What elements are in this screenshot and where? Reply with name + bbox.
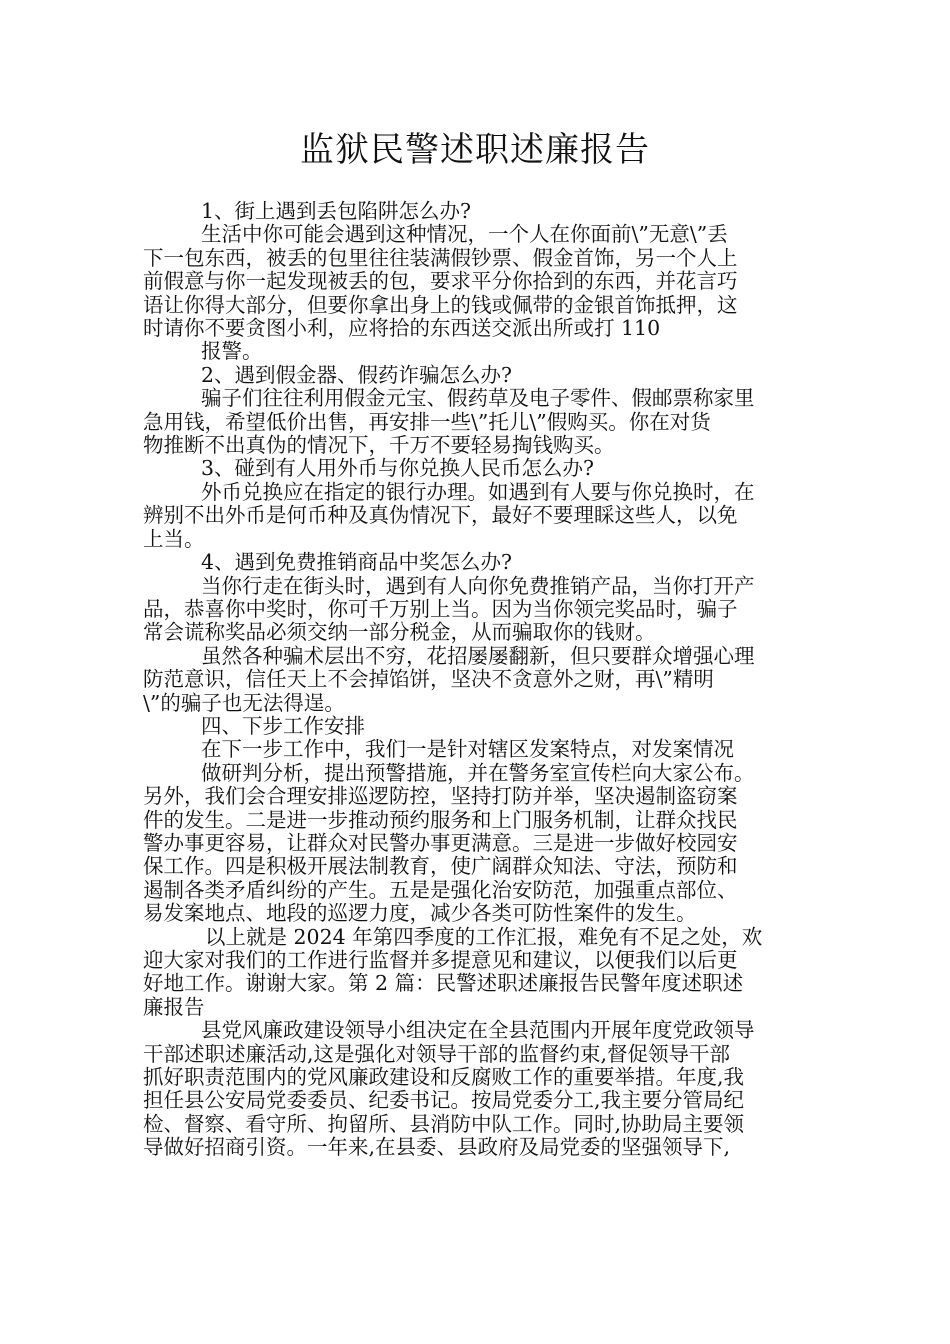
paragraph-line: 抓好职责范围内的党风廉政建设和反腐败工作的重要举措。年度,我	[143, 1066, 745, 1090]
heading-q4: 4、遇到免费推销商品中奖怎么办?	[201, 551, 513, 575]
paragraph-line: 前假意与你一起发现被丢的包，要求平分你拾到的东西，并花言巧	[143, 270, 738, 294]
paragraph-line: 常会谎称奖品必须交纳一部分税金，从而骗取你的钱财。	[143, 621, 656, 645]
paragraph-line: 报警。	[201, 340, 263, 364]
heading-q3: 3、碰到有人用外币与你兑换人民币怎么办?	[201, 457, 595, 481]
heading-q2: 2、遇到假金器、假药诈骗怎么办?	[201, 363, 513, 387]
paragraph-line: 当你行走在街头时，遇到有人向你免费推销产品，当你打开产	[201, 574, 755, 598]
paragraph-line: 辨别不出外币是何币种及真伪情况下，最好不要理睬这些人，以免	[143, 504, 738, 528]
paragraph-line: 担任县公安局党委委员、纪委书记。按局党委分工,我主要分管局纪	[143, 1089, 745, 1113]
paragraph-line: 件的发生。二是进一步推动预约服务和上门服务机制，让群众找民	[143, 808, 738, 832]
paragraph-line: 做研判分析，提出预警措施，并在警务室宣传栏向大家公布。	[201, 761, 755, 785]
paragraph-line: 好地工作。谢谢大家。第 2 篇：民警述职述廉报告民警年度述职述	[143, 972, 744, 996]
paragraph-line: 导做好招商引资。一年来,在县委、县政府及局党委的坚强领导下,	[143, 1136, 731, 1160]
paragraph-line: 警办事更容易，让群众对民警办事更满意。三是进一步做好校园安	[143, 831, 738, 855]
paragraph-line: 外币兑换应在指定的银行办理。如遇到有人要与你兑换时，在	[201, 480, 755, 504]
paragraph-line: 另外，我们会合理安排巡逻防控，坚持打防并举，坚决遏制盗窃案	[143, 785, 738, 809]
paragraph-line: 干部述职述廉活动,这是强化对领导干部的监督约束,督促领导干部	[143, 1042, 731, 1066]
paragraph-line: 上当。	[143, 527, 205, 551]
paragraph-line: 生活中你可能会遇到这种情况，一个人在你面前\”无意\”丢	[201, 223, 728, 247]
paragraph-line: 时请你不要贪图小利，应将拾的东西送交派出所或打 110	[143, 317, 661, 341]
heading-q1: 1、街上遇到丢包陷阱怎么办?	[201, 200, 472, 223]
section-heading-next-steps: 四、下步工作安排	[201, 714, 365, 738]
paragraph-line: 防范意识，信任天上不会掉馅饼，坚决不贪意外之财，再\”精明	[143, 668, 714, 692]
paragraph-line: 在下一步工作中，我们一是针对辖区发案特点，对发案情况	[201, 738, 734, 762]
page-title: 监狱民警述职述廉报告	[300, 130, 650, 170]
paragraph-line: 品，恭喜你中奖时，你可千万别上当。因为当你领完奖品时，骗子	[143, 597, 738, 621]
paragraph-line: 语让你得大部分，但要你拿出身上的钱或佩带的金银首饰抵押，这	[143, 293, 738, 317]
paragraph-line: 迎大家对我们的工作进行监督并多提意见和建议，以便我们以后更	[143, 949, 738, 972]
paragraph-line: 虽然各种骗术层出不穷，花招屡屡翻新，但只要群众增强心理	[201, 644, 755, 668]
paragraph-line: 物推断不出真伪的情况下，千万不要轻易掏钱购买。	[143, 434, 615, 458]
paragraph-line: 骗子们往往利用假金元宝、假药草及电子零件、假邮票称家里	[201, 387, 755, 411]
paragraph-line: 检、督察、看守所、拘留所、县消防中队工作。同时,协助局主要领	[143, 1112, 745, 1136]
paragraph-line: 以上就是 2024 年第四季度的工作汇报，难免有不足之处，欢	[205, 925, 763, 949]
document-body	[143, 200, 805, 1160]
paragraph-line: 易发案地点、地段的巡逻力度，减少各类可防性案件的发生。	[143, 902, 697, 926]
paragraph-line: 廉报告	[143, 995, 205, 1019]
paragraph-line: 遏制各类矛盾纠纷的产生。五是是强化治安防范，加强重点部位、	[143, 878, 738, 902]
paragraph-line: \”的骗子也无法得逞。	[143, 691, 345, 715]
paragraph-line: 县党风廉政建设领导小组决定在全县范围内开展年度党政领导	[201, 1019, 755, 1043]
paragraph-line: 保工作。四是积极开展法制教育，使广阔群众知法、守法，预防和	[143, 855, 738, 879]
paragraph-line: 下一包东西，被丢的包里往往装满假钞票、假金首饰，另一个人上	[143, 246, 738, 270]
paragraph-line: 急用钱，希望低价出售，再安排一些\”托儿\”假购买。你在对货	[143, 410, 711, 434]
